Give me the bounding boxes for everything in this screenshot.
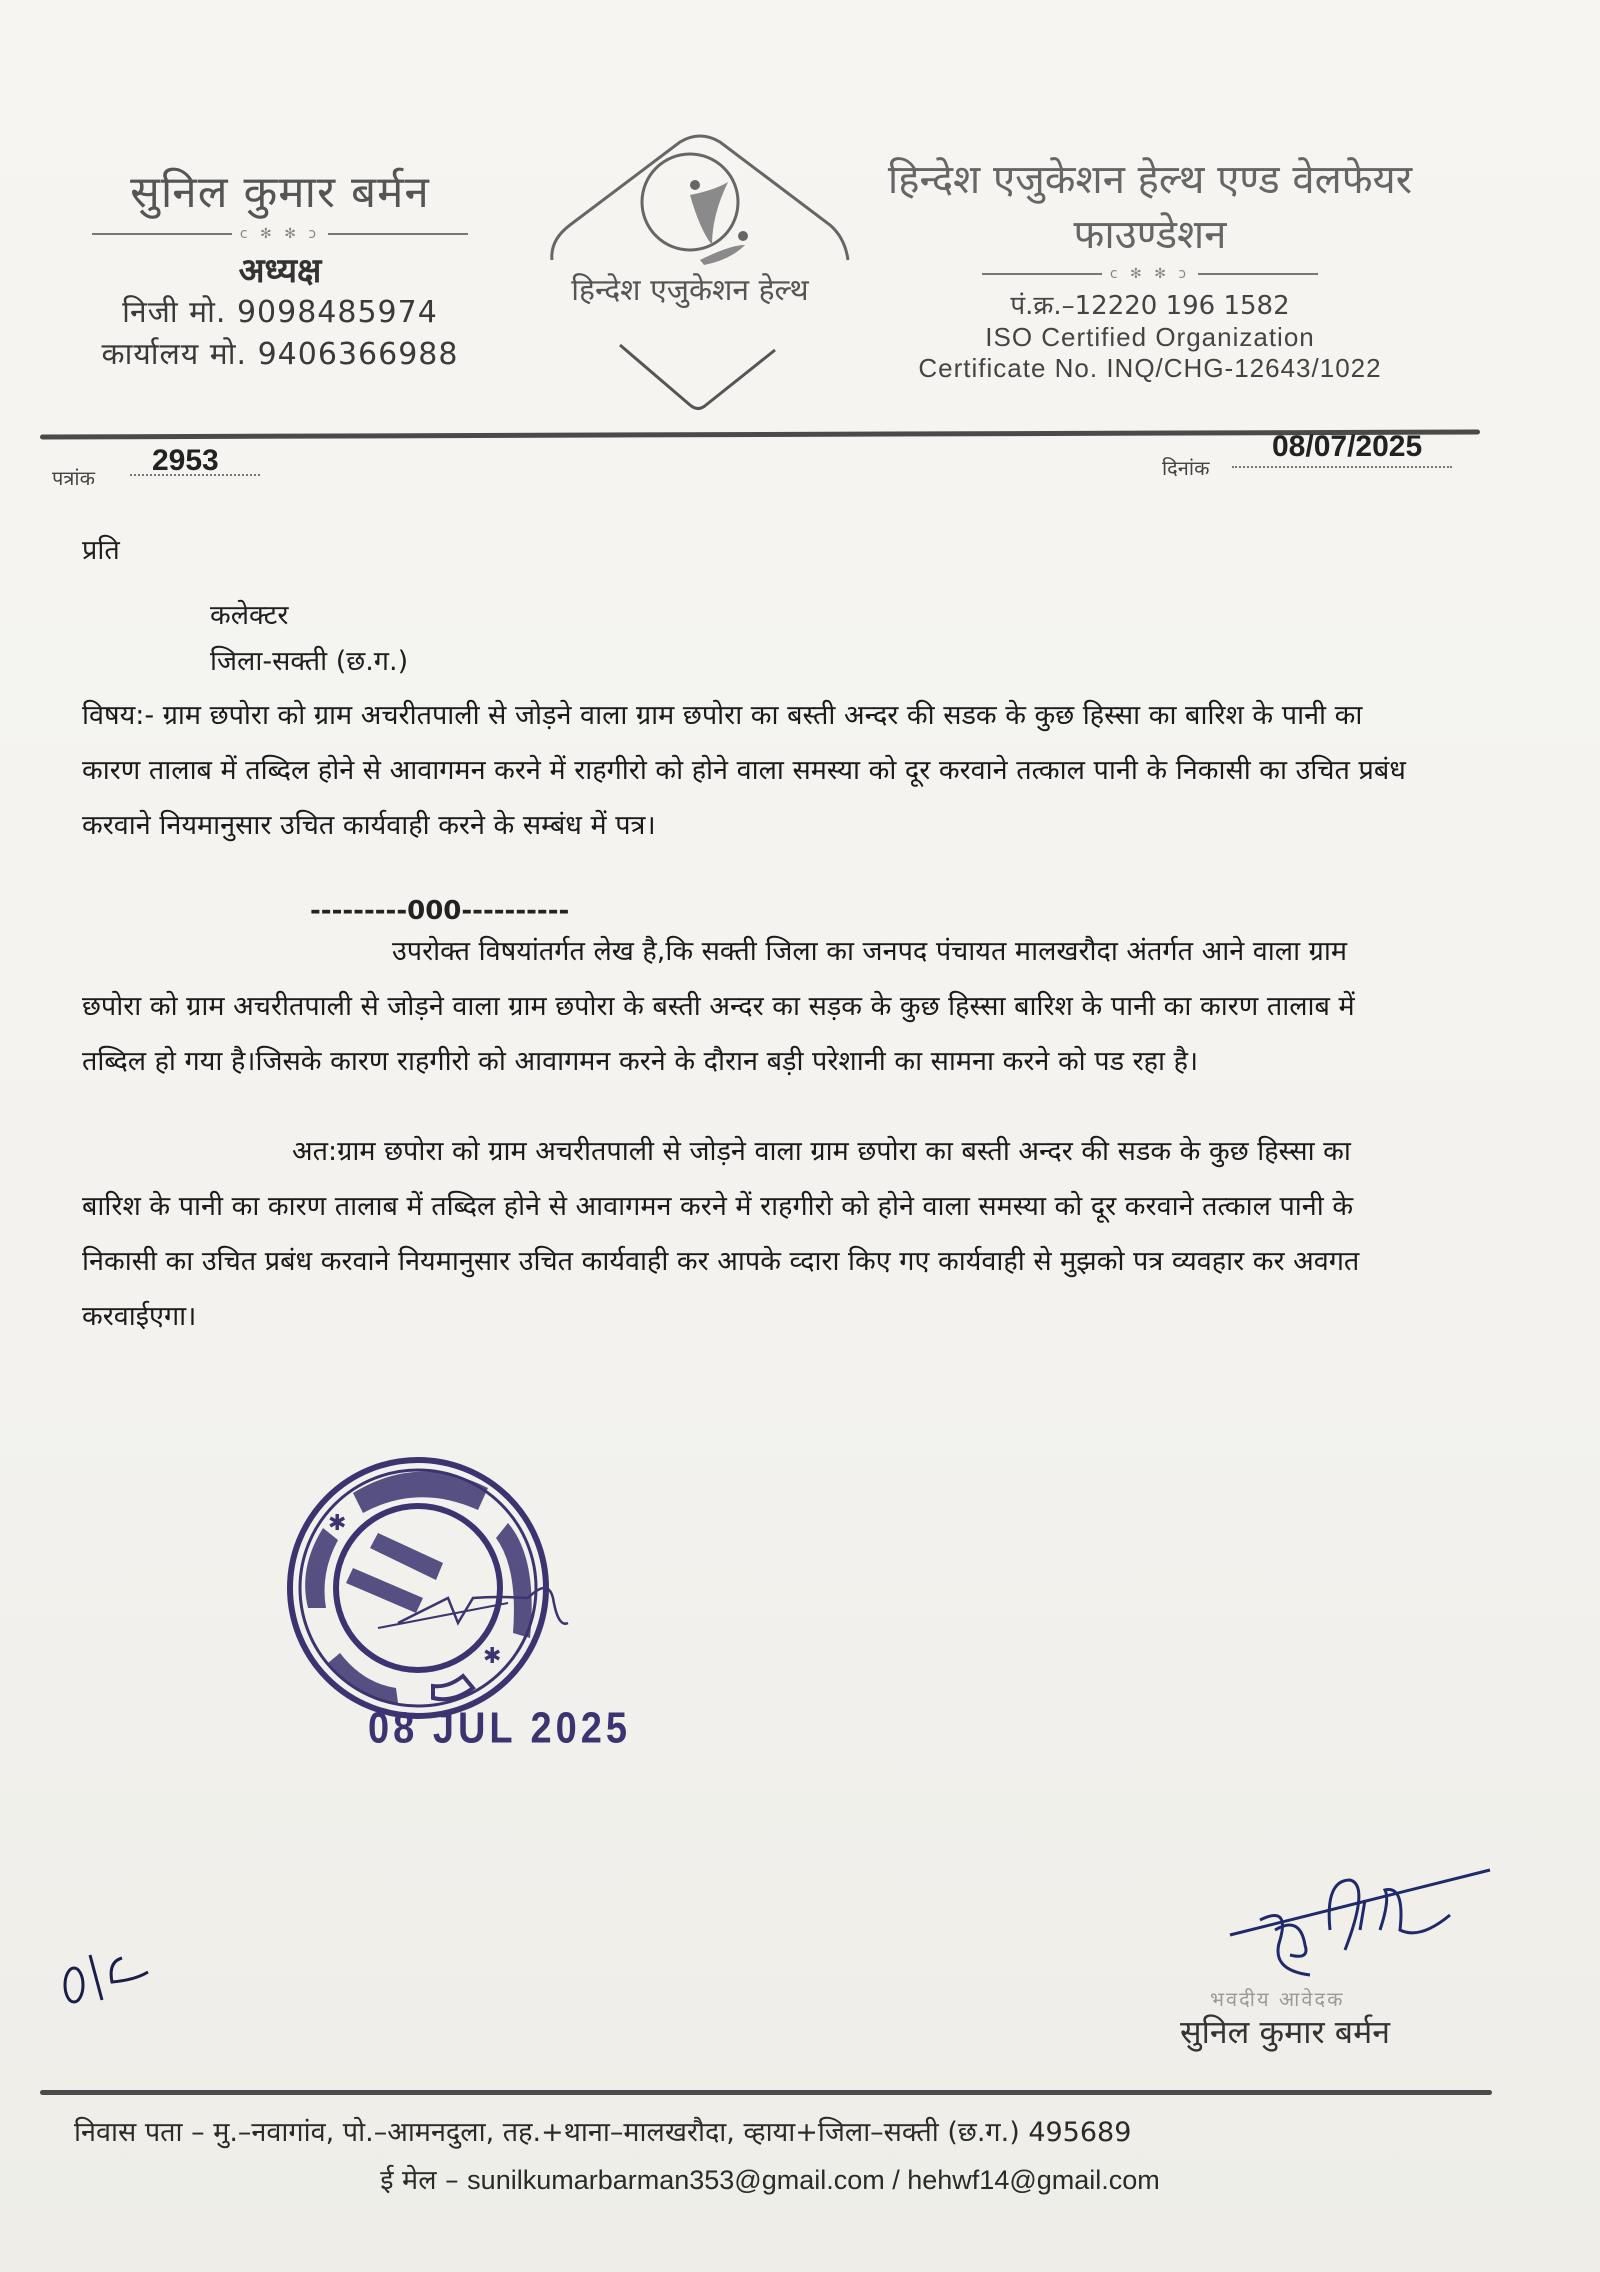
email-label: ई मेल – (380, 2165, 459, 2196)
signature-icon (1220, 1860, 1500, 1980)
ref-number: 2953 (152, 444, 219, 477)
recipient-block (82, 530, 408, 685)
applicant-signature (1220, 1860, 1500, 1980)
date-label: दिनांक (1162, 456, 1210, 480)
residence-address: निवास पता – मु.–नवागांव, पो.–आमनदुला, तह.+थाना–मालखरौदा, व्हाया+जिला–सक्ती (छ.ग.) 495689 (74, 2117, 1132, 2148)
email-addresses: sunilkumarbarman353@gmail.com / hehwf14@gmail.com (467, 2165, 1160, 2195)
letterhead-organization-block (820, 150, 1480, 384)
body-paragraph: अत:ग्राम छपोरा को ग्राम अचरीतपाली से जोड़ने वाला ग्राम छपोरा का बस्ती अन्दर की सडक के कुछ हिस्सा का बारिश के पानी का कारण तालाब में तब्दिल होने से आवागमन करने में राहगीरो को होने वाला समस्या को दूर करवाने तत्काल पानी के निकासी का उचित प्रबंध करवाने नियमानुसार उचित कार्यवाही कर आपके व्दारा किए गए कार्यवाही से मुझको पत्र व्यवहार कर अवगत करवाईएगा। (82, 1136, 1360, 1332)
handwritten-note (60, 1940, 180, 2010)
svg-text:✱: ✱ (328, 1511, 347, 1536)
registration-number: पं.क्र.–12220 196 1582 (1010, 291, 1290, 321)
subject-paragraph: विषय:- ग्राम छपोरा को ग्राम अचरीतपाली से जोड़ने वाला ग्राम छपोरा का बस्ती अन्दर की सडक के कुछ हिस्सा का बारिश के पानी का कारण तालाब में तब्दिल होने से आवागमन करने में राहगीरो को होने वाला समस्या को दूर करवाने तत्काल पानी के निकासी का उचित प्रबंध करवाने नियमानुसार उचित कार्यवाही करने के सम्बंध में पत्र। (82, 700, 1406, 841)
letter-date: 08/07/2025 (1272, 430, 1423, 463)
ref-label: पत्रांक (52, 466, 95, 490)
handwritten-oc-icon (60, 1940, 180, 2010)
ornamental-divider: c ✻ ✻ ɔ (820, 266, 1480, 282)
personal-phone: निजी मो. 9098485974 (122, 295, 438, 330)
president-role: अध्यक्ष (238, 251, 322, 291)
salutation: प्रति (82, 535, 120, 566)
office-phone: कार्यालय मो. 9406366988 (101, 337, 459, 372)
email-line (0, 2160, 1540, 2197)
body-paragraph: उपरोक्त विषयांतर्गत लेख है,कि सक्ती जिला का जनपद पंचायत मालखरौदा अंतर्गत आने वाला ग्राम छपोरा को ग्राम अचरीतपाली से जोड़ने वाला ग्राम छपोरा के बस्ती अन्दर का सड़क के कुछ हिस्सा बारिश के पानी का कारण तालाब में तब्दिल हो गया है।जिसके कारण राहगीरो को आवागमन करने के दौरान बड़ी परेशानी का सामना करने को पड रहा है। (82, 936, 1355, 1077)
recipient-district: जिला-सक्ती (छ.ग.) (210, 646, 409, 677)
svg-text:✱: ✱ (483, 1644, 502, 1669)
date-dotted-line (1232, 466, 1452, 468)
certificate-number: Certificate No. INQ/CHG-12643/1022 (918, 353, 1382, 383)
letterhead-president-block (70, 160, 490, 376)
section-separator: ---------000---------- (310, 896, 570, 926)
iso-certification: ISO Certified Organization (985, 322, 1315, 352)
header-divider (40, 429, 1480, 439)
footer-divider (40, 2090, 1492, 2095)
ornamental-divider: c ✻ ✻ ɔ (70, 226, 490, 242)
president-name: सुनिल कुमार बर्मन (130, 167, 430, 218)
reference-row (52, 430, 1472, 490)
closing-phrase: भवदीय आवेदक (1210, 1987, 1345, 2011)
logo-caption: हिन्देश एजुकेशन हेल्थ (571, 273, 809, 308)
organization-name: हिन्देश एजुकेशन हेल्थ एण्ड वेलफेयर फाउण्डेशन (887, 157, 1413, 258)
recipient-title: कलेक्टर (210, 600, 289, 631)
stamp-date: 08 JUL 2025 (368, 1704, 632, 1754)
signatory-name: सुनिल कुमार बर्मन (1180, 2013, 1390, 2051)
